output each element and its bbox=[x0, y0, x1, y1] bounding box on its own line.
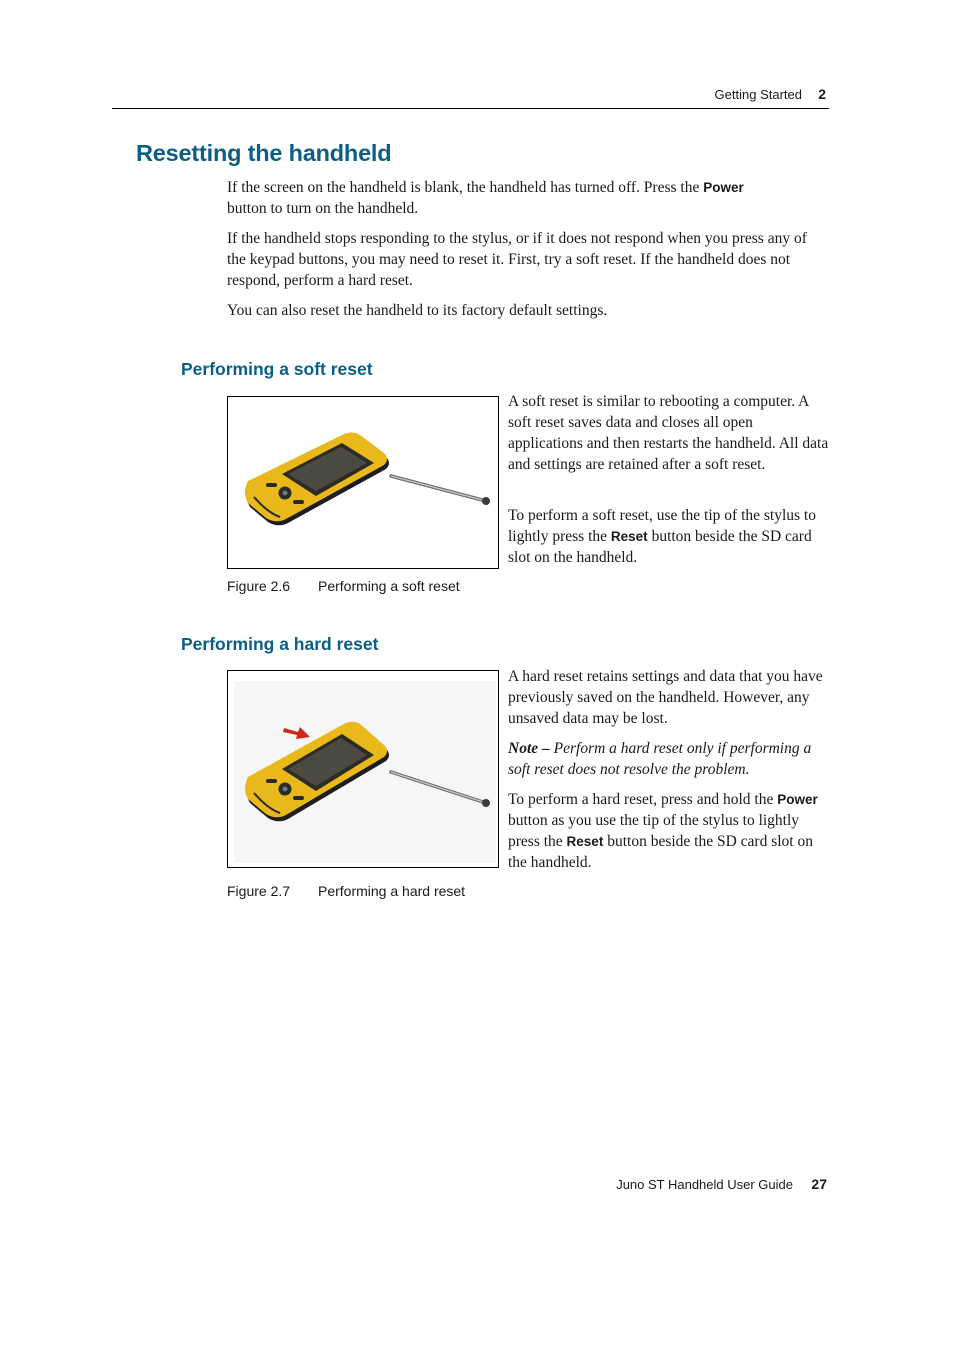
power-button-label: Power bbox=[703, 180, 744, 195]
hard-p2-text-mid: button as you use the tip of the stylus to lightly press the bbox=[508, 812, 800, 850]
soft-reset-paragraph-1: A soft reset is similar to rebooting a computer. A soft reset saves data and closes all open applications and then restarts the handheld. All data and settings are retained after a soft reset. bbox=[508, 393, 829, 473]
hard-reset-paragraph-1: A hard reset retains settings and data that you have previously saved on the handheld. However, any unsaved data may be lost. bbox=[508, 668, 823, 727]
figure-caption-text: Performing a soft reset bbox=[318, 578, 460, 594]
note-label: Note – bbox=[508, 740, 550, 757]
soft-reset-heading: Performing a soft reset bbox=[181, 359, 373, 379]
intro-paragraph-1 bbox=[227, 177, 827, 219]
soft-p2-text-end: button beside the SD card slot on the handheld. bbox=[508, 528, 812, 566]
figure-2-6-caption bbox=[227, 578, 460, 594]
figure-soft-reset bbox=[227, 396, 499, 569]
footer-page-number: 27 bbox=[811, 1176, 827, 1192]
hard-reset-note bbox=[508, 738, 830, 780]
note-text: Perform a hard reset only if performing a soft reset does not resolve the problem. bbox=[508, 740, 812, 778]
soft-reset-paragraph-2 bbox=[508, 505, 830, 568]
footer-guide-title: Juno ST Handheld User Guide bbox=[616, 1177, 793, 1192]
intro-paragraph-2: If the handheld stops responding to the stylus, or if it does not respond when you press any of the keypad buttons, you may need to reset it. First, try a soft reset. If the handheld does not respond, perform a hard reset. bbox=[227, 230, 807, 289]
figure-caption-text: Performing a hard reset bbox=[318, 883, 466, 899]
intro-paragraph-3: You can also reset the handheld to its factory default settings. bbox=[227, 302, 608, 319]
hard-p2-text-end: button beside the SD card slot on the handheld. bbox=[508, 833, 813, 871]
figure-number: Figure 2.7 bbox=[227, 883, 291, 899]
figure-2-7-caption bbox=[227, 883, 465, 899]
hard-reset-heading: Performing a hard reset bbox=[181, 634, 379, 654]
reset-button-label: Reset bbox=[610, 529, 648, 544]
header-chapter-number: 2 bbox=[818, 86, 826, 102]
handheld-with-stylus-image bbox=[228, 397, 498, 568]
figure-number: Figure 2.6 bbox=[227, 578, 291, 594]
hard-p2-text: To perform a hard reset, press and hold the bbox=[508, 791, 778, 808]
reset-button-label: Reset bbox=[566, 834, 604, 849]
running-header bbox=[112, 86, 829, 109]
power-button-label: Power bbox=[777, 792, 818, 807]
page-title: Resetting the handheld bbox=[136, 140, 392, 166]
soft-p2-text: To perform a soft reset, use the tip of the stylus to lightly press the bbox=[508, 507, 816, 545]
intro-p1-text-end: button to turn on the handheld. bbox=[227, 200, 419, 217]
figure-hard-reset bbox=[227, 670, 499, 868]
hard-reset-paragraph-2 bbox=[508, 789, 830, 873]
handheld-with-arrow-image bbox=[228, 671, 498, 867]
header-chapter-title: Getting Started bbox=[714, 87, 802, 102]
intro-p1-text: If the screen on the handheld is blank, the handheld has turned off. Press the bbox=[227, 179, 704, 196]
